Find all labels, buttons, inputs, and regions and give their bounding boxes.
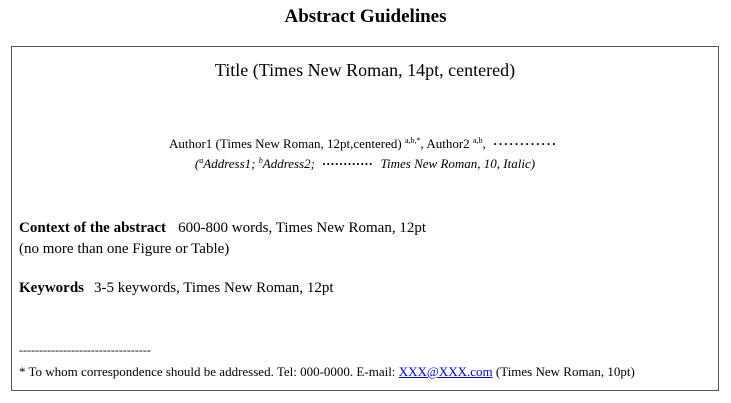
context-section [19,218,426,260]
author2: Author2 [426,136,470,151]
email-link[interactable]: XXX@XXX.com [398,364,493,379]
address-format-note: Times New Roman, 10, Italic) [380,156,536,171]
address2-superscript: b [258,156,263,165]
footnote-suffix: (Times New Roman, 10pt) [492,364,635,379]
author2-superscript: a,b [472,136,483,145]
page-heading: Abstract Guidelines [284,6,447,27]
abstract-title: Title (Times New Roman, 14pt, centered) [214,60,516,80]
address1: Address1; [203,156,259,171]
author-separator: , [420,136,427,151]
address-open-paren: ( [194,156,200,171]
author-trailing-comma: , [482,136,486,151]
address-line [12,156,718,172]
abstract-template-box [11,46,719,391]
footnote-text: * To whom correspondence should be addressed. Tel: 000-0000. E-mail: [19,364,399,379]
keywords-section [19,280,334,297]
author-line [12,136,718,152]
author1: Author1 (Times New Roman, 12pt,centered) [168,136,402,151]
context-line [19,218,426,239]
footnote-rule: --------------------------------- [19,343,151,357]
correspondence-footnote [19,364,635,380]
keywords-spec: 3-5 keywords, Times New Roman, 12pt [94,280,334,296]
context-note: (no more than one Figure or Table) [19,241,230,257]
context-label: Context of the abstract [19,220,167,236]
author1-superscript: a,b,* [404,136,421,145]
context-spec: 600-800 words, Times New Roman, 12pt [178,220,426,236]
address1-superscript: a [199,156,204,165]
author-ellipsis-dots: ············ [493,136,558,151]
keywords-label: Keywords [19,280,84,296]
address2: Address2; [262,156,316,171]
address-ellipsis-dots: ············ [322,156,374,171]
